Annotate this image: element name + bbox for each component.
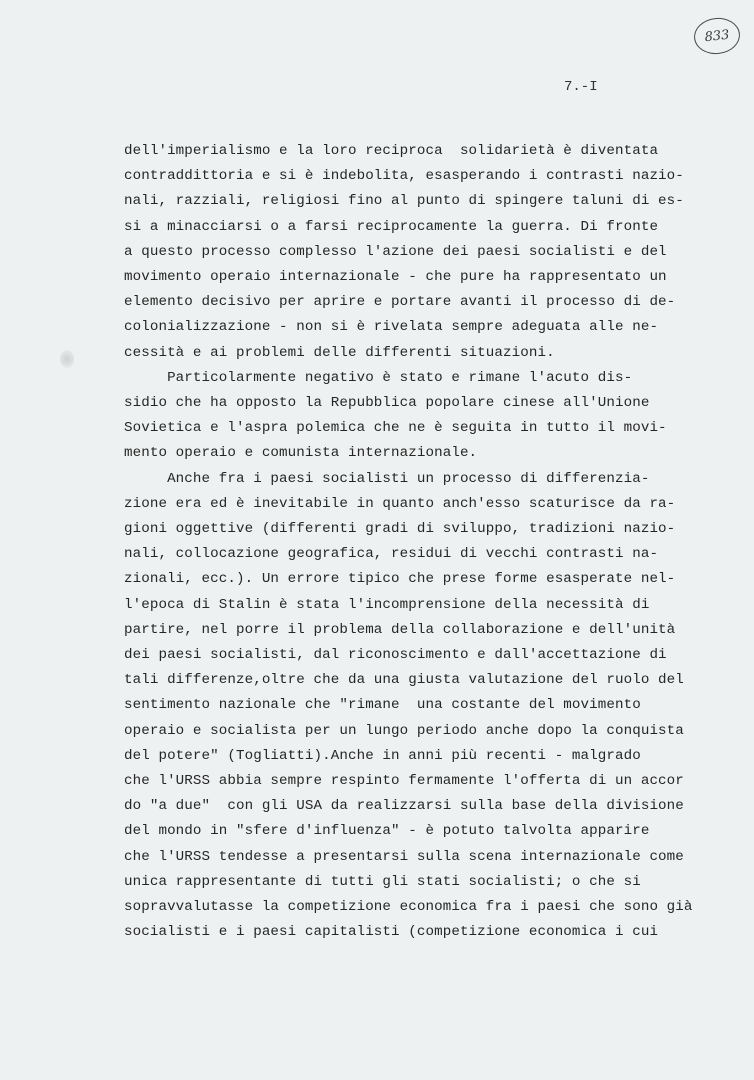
ink-smudge bbox=[60, 350, 74, 368]
text-line: nali, collocazione geografica, residui di vecchi contrasti na- bbox=[124, 546, 659, 563]
text-line: socialisti e i paesi capitalisti (competizione economica i cui bbox=[124, 924, 659, 941]
text-line: gioni oggettive (differenti gradi di sviluppo, tradizioni nazio- bbox=[124, 521, 676, 538]
text-line: che l'URSS tendesse a presentarsi sulla scena internazionale come bbox=[124, 848, 684, 865]
text-line: del mondo in "sfere d'influenza" - è potuto talvolta apparire bbox=[124, 823, 650, 840]
text-line: movimento operaio internazionale - che pure ha rappresentato un bbox=[124, 269, 667, 286]
text-line: sidio che ha opposto la Repubblica popolare cinese all'Unione bbox=[124, 395, 650, 412]
text-line: Sovietica e l'aspra polemica che ne è seguita in tutto il movi- bbox=[124, 420, 667, 437]
text-line: operaio e socialista per un lungo periodo anche dopo la conquista bbox=[124, 722, 684, 739]
text-line: del potere" (Togliatti).Anche in anni più recenti - malgrado bbox=[124, 747, 641, 764]
text-line: tali differenze,oltre che da una giusta valutazione del ruolo del bbox=[124, 672, 684, 689]
text-line: colonializzazione - non si è rivelata sempre adeguata alle ne- bbox=[124, 319, 659, 336]
text-line: elemento decisivo per aprire e portare avanti il processo di de- bbox=[124, 294, 676, 311]
text-line: dell'imperialismo e la loro reciproca solidarietà è diventata bbox=[124, 143, 659, 159]
text-line: nali, razziali, religiosi fino al punto di spingere taluni di es- bbox=[124, 193, 684, 210]
text-line: zionali, ecc.). Un errore tipico che prese forme esasperate nel- bbox=[124, 571, 676, 588]
text-line: cessità e ai problemi delle differenti situazioni. bbox=[124, 344, 555, 361]
text-line: Particolarmente negativo è stato e rimane l'acuto dis- bbox=[124, 369, 633, 386]
text-line: si a minacciarsi o a farsi reciprocamente la guerra. Di fronte bbox=[124, 218, 659, 235]
text-line: Anche fra i paesi socialisti un processo di differenzia- bbox=[124, 470, 650, 487]
text-line: sopravvalutasse la competizione economica fra i paesi che sono già bbox=[124, 899, 693, 916]
text-line: l'epoca di Stalin è stata l'incomprensione della necessità di bbox=[124, 596, 650, 613]
typewritten-body bbox=[124, 139, 724, 946]
text-line: mento operaio e comunista internazionale. bbox=[124, 445, 478, 462]
text-line: che l'URSS abbia sempre respinto fermamente l'offerta di un accor bbox=[124, 773, 684, 790]
archive-stamp: 833 bbox=[692, 16, 742, 57]
text-line: dei paesi socialisti, dal riconoscimento e dall'accettazione di bbox=[124, 647, 667, 664]
page-number: 7.-I bbox=[564, 79, 598, 95]
text-line: sentimento nazionale che "rimane una costante del movimento bbox=[124, 697, 641, 714]
text-line: partire, nel porre il problema della collaborazione e dell'unità bbox=[124, 621, 676, 638]
text-line: zione era ed è inevitabile in quanto anch'esso scaturisce da ra- bbox=[124, 495, 676, 512]
text-line: contraddittoria e si è indebolita, esasperando i contrasti nazio- bbox=[124, 168, 684, 185]
text-line: do "a due" con gli USA da realizzarsi sulla base della divisione bbox=[124, 798, 684, 815]
text-line: a questo processo complesso l'azione dei paesi socialisti e del bbox=[124, 243, 667, 260]
text-line: unica rappresentante di tutti gli stati socialisti; o che si bbox=[124, 873, 641, 890]
